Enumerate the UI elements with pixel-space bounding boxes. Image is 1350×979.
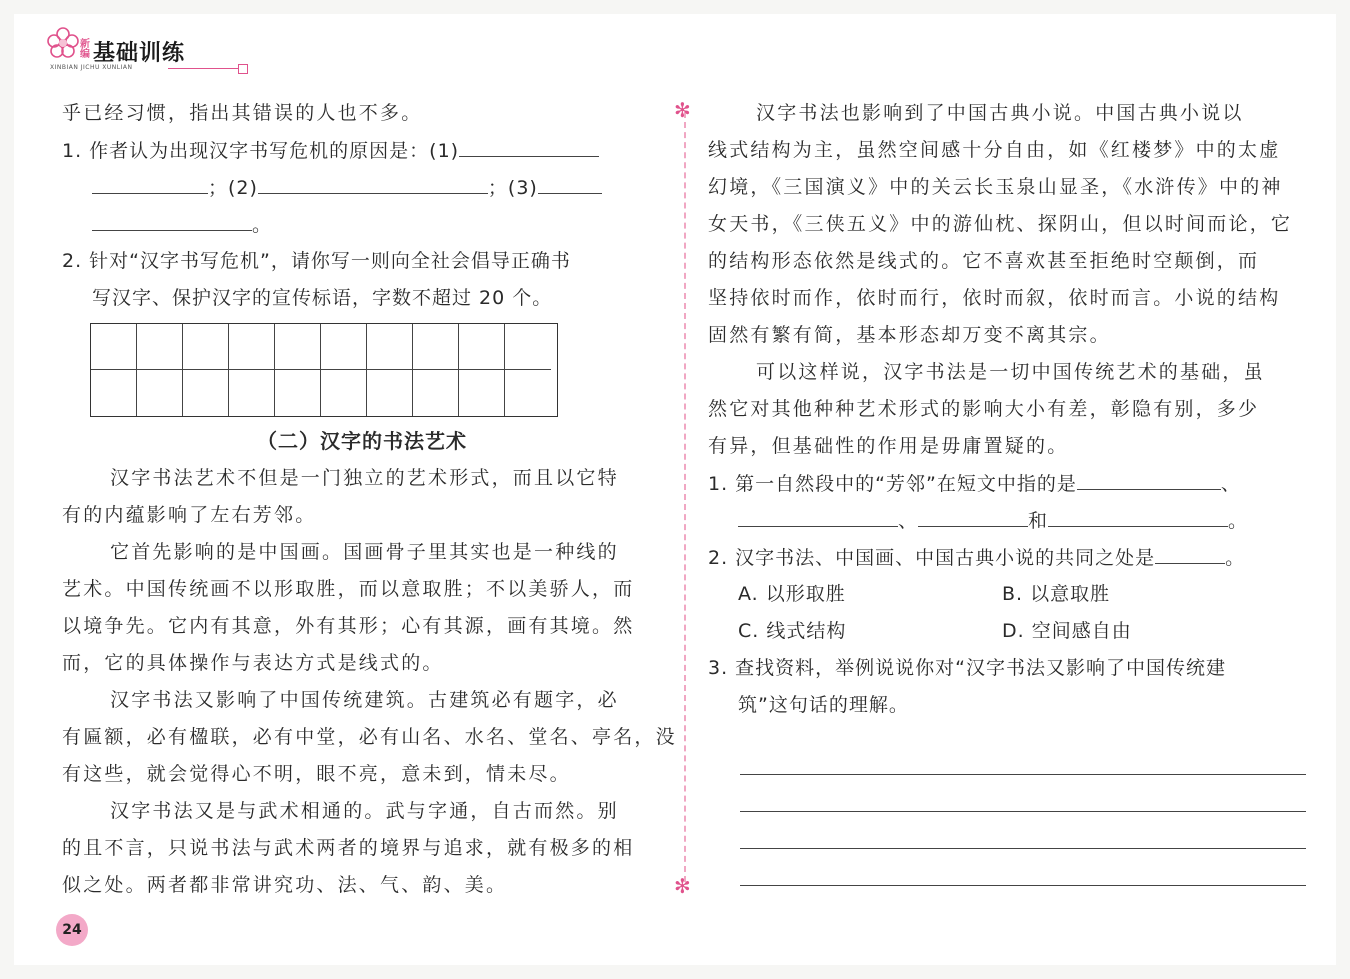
text-line: 它首先影响的是中国画。国画骨子里其实也是一种线的 (110, 541, 619, 563)
answer-blank[interactable] (92, 169, 208, 194)
text-line: 以境争先。它内有其意，外有其形；心有其源，画有其境。然 (62, 615, 635, 637)
question-2-cont: 写汉字、保护汉字的宣传标语，字数不超过 20 个。 (92, 287, 553, 309)
series-logo (46, 26, 206, 76)
column-divider (684, 112, 686, 882)
answer-line[interactable] (740, 849, 1306, 886)
star-icon: ✻ (674, 98, 691, 122)
answer-blank[interactable] (1155, 539, 1225, 564)
right-column (708, 95, 1308, 886)
answer-blank[interactable] (92, 206, 252, 231)
answer-blank[interactable] (258, 169, 488, 194)
question-1-end: 。 (62, 206, 662, 243)
text-line: 有异，但基础性的作用是毋庸置疑的。 (708, 435, 1069, 457)
series-title: 基础训练 (93, 41, 186, 66)
option-c[interactable]: C. 线式结构 (738, 620, 847, 642)
text-line: 固然有繁有简，基本形态却万变不离其宗。 (708, 324, 1111, 346)
option-a[interactable]: A. 以形取胜 (738, 583, 846, 605)
answer-blank[interactable] (918, 502, 1028, 527)
text-line: 似之处。两者都非常讲究功、法、气、韵、美。 (62, 874, 508, 896)
answer-line[interactable] (740, 812, 1306, 849)
answer-blank[interactable] (459, 132, 599, 157)
text-line: 幻境，《三国演义》中的关云长玉泉山显圣，《水浒传》中的神 (708, 176, 1283, 198)
new-mark: 新编 (80, 39, 90, 60)
text-line: 的结构形态依然是线式的。它不喜欢甚至拒绝时空颠倒，而 (708, 250, 1260, 272)
question-3: 3. 查找资料，举例说说你对“汉字书法又影响了中国传统建 (708, 657, 1227, 679)
text-line: 乎已经习惯，指出其错误的人也不多。 (62, 102, 423, 124)
text-line: 而，它的具体操作与表达方式是线式的。 (62, 652, 444, 674)
text-line: 汉字书法又影响了中国传统建筑。古建筑必有题字，必 (110, 689, 619, 711)
text-line: 汉字书法也影响到了中国古典小说。中国古典小说以 (756, 102, 1244, 124)
text-line: 然它对其他种种艺术形式的影响大小有差，彰隐有别，多少 (708, 398, 1260, 420)
question-1: 1. 第一自然段中的“芳邻”在短文中指的是 、 (708, 465, 1308, 502)
text-line: 女天书，《三侠五义》中的游仙枕、探阴山，但以时间而论，它 (708, 213, 1293, 235)
left-column (62, 95, 677, 904)
question-1-cont: ；(2) ；(3) (62, 169, 662, 206)
text-line: 的且不言，只说书法与武术两者的境界与追求，就有极多的相 (62, 837, 635, 859)
answer-blank[interactable] (1048, 502, 1228, 527)
text-line: 线式结构为主，虽然空间感十分自由，如《红楼梦》中的太虚 (708, 139, 1281, 161)
answer-line[interactable] (740, 775, 1306, 812)
series-pinyin: XINBIAN JICHU XUNLIAN (50, 64, 133, 71)
answer-blank[interactable] (538, 169, 602, 194)
text-line: 坚持依时而作，依时而行，依时而叙，依时而言。小说的结构 (708, 287, 1281, 309)
text-line: 汉字书法艺术不但是一门独立的艺术形式，而且以它特 (110, 467, 619, 489)
question-1: 1. 作者认为出现汉字书写危机的原因是：(1) (62, 132, 662, 169)
answer-line[interactable] (740, 738, 1306, 775)
star-icon: ✻ (674, 874, 691, 898)
options-row (708, 576, 1308, 613)
answer-blank[interactable] (1077, 465, 1221, 490)
option-b[interactable]: B. 以意取胜 (1002, 583, 1111, 605)
question-2: 2. 汉字书法、中国画、中国古典小说的共同之处是 。 (708, 539, 1308, 576)
option-d[interactable]: D. 空间感自由 (1002, 620, 1132, 642)
text-line: 汉字书法又是与武术相通的。武与字通，自古而然。别 (110, 800, 619, 822)
section-title: （二）汉字的书法艺术 (257, 429, 467, 453)
question-2: 2. 针对“汉字书写危机”，请你写一则向全社会倡导正确书 (62, 250, 571, 272)
text-line: 有这些，就会觉得心不明，眼不亮，意未到，情未尽。 (62, 763, 571, 785)
page-number-badge: 24 (56, 914, 88, 946)
text-line: 艺术。中国传统画不以形取胜，而以意取胜；不以美骄人，而 (62, 578, 635, 600)
question-1-cont: 、 和 。 (708, 502, 1308, 539)
options-row (708, 613, 1308, 650)
text-line: 可以这样说，汉字书法是一切中国传统艺术的基础，虽 (756, 361, 1265, 383)
logo-underline (168, 68, 238, 69)
answer-blank[interactable] (738, 502, 898, 527)
text-line: 有的内蕴影响了左右芳邻。 (62, 504, 317, 526)
text-line: 有匾额，必有楹联，必有中堂，必有山名、水名、堂名、亭名，没 (62, 726, 677, 748)
flower-logo-icon (46, 26, 80, 60)
logo-square (238, 64, 248, 74)
question-3-cont: 筑”这句话的理解。 (738, 694, 909, 716)
slogan-writing-grid[interactable] (90, 323, 558, 417)
